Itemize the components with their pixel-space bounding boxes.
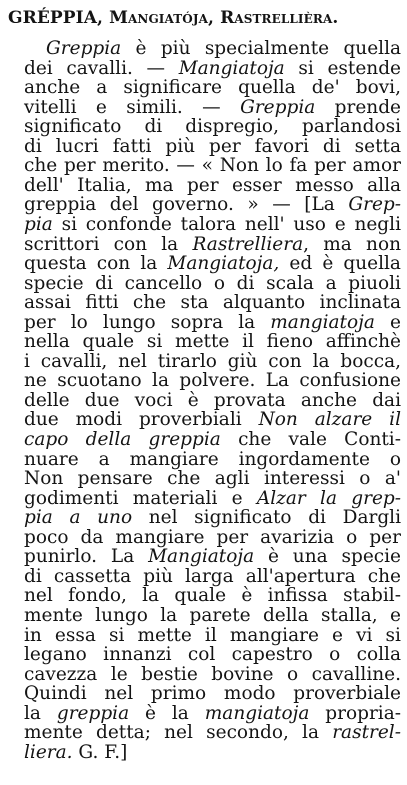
italic-segment: pia [24, 213, 53, 235]
text-segment: significato di dispregio, parlandosi [24, 116, 401, 138]
text-segment: vitelli e simili. — [24, 96, 241, 118]
text-segment: cavezza le bestie bovine o cavalline. [24, 663, 401, 685]
text-segment: la [24, 702, 57, 724]
text-segment: nel fondo, la quale è infissa stabil- [24, 585, 401, 607]
text-segment: dei cavalli. — [24, 57, 179, 79]
text-segment: Non pensare che agli interessi o a' [24, 468, 401, 490]
text-segment: ed è quella [279, 253, 401, 275]
text-segment: assai fitti che sta alquanto inclinata [24, 292, 401, 314]
italic-segment: Non alzare il [258, 409, 401, 431]
text-segment: propria- [309, 702, 402, 724]
text-segment: scrittori con la [24, 233, 193, 255]
italic-segment: Greppia [240, 96, 316, 118]
text-segment: e [374, 311, 401, 333]
italic-segment: mangiatoja [270, 311, 375, 333]
text-segment: anche a significare quella de' bovi, [24, 77, 401, 99]
italic-segment: Rastrelliera [192, 233, 304, 255]
text-segment: greppia del governo. » — [La [24, 194, 349, 216]
text-segment: è una specie [254, 546, 402, 568]
text-segment: si confonde talora nell' uso e negli [52, 213, 401, 235]
text-segment: nella quale si mette il fieno affinchè [24, 331, 402, 353]
entry-headword: GRÉPPIA, [8, 8, 104, 28]
text-segment: Quindi nel primo modo proverbiale [24, 683, 401, 705]
text-segment: due modi proverbiali [24, 409, 259, 431]
text-segment: i cavalli, nel tirarlo giù con la bocca, [24, 350, 401, 372]
italic-segment: Mangiatoja [178, 57, 285, 79]
text-segment: dell' Italia, ma per esser messo alla [24, 174, 402, 196]
text-segment: di cassetta più larga all'apertura che [24, 565, 401, 587]
text-segment: godimenti materiali e [24, 487, 257, 509]
text-segment: specie di cancello o di scala a piuoli [24, 272, 401, 294]
entry-headword-variants: Mangiatója, Rastrellièra. [109, 8, 339, 28]
italic-segment: Mangiatoja, [167, 253, 280, 275]
text-segment: mente detta; nel secondo, la [24, 722, 333, 744]
text-segment: G. F.] [72, 741, 128, 763]
text-segment: che vale Conti- [220, 429, 401, 450]
text-segment: che per merito. — « Non lo fa per amor [24, 155, 401, 177]
text-segment: questa con la [24, 253, 168, 275]
text-line [24, 742, 127, 764]
text-segment: mente lungo la parete della stalla, e [24, 604, 401, 626]
italic-segment: capo della greppia [24, 429, 221, 450]
text-segment: legano innanzi col capestro o colla [24, 644, 402, 666]
italic-segment: Mangiatoja [148, 546, 255, 568]
italic-segment: Grep- [348, 194, 402, 216]
text-segment: poco da mangiare per avarizia o per [24, 526, 401, 548]
italic-segment: greppia [56, 702, 130, 724]
italic-segment: mangiatoja [204, 702, 310, 724]
entry-heading [8, 4, 403, 32]
text-segment: nel significato di Dargli [132, 507, 402, 529]
italic-segment: liera. [24, 741, 73, 763]
text-segment: si estende [284, 57, 401, 79]
text-segment: è più specialmente quella [121, 38, 402, 59]
text-segment: delle due voci è provata anche dai [24, 389, 401, 411]
italic-segment: Alzar la grep- [256, 487, 402, 509]
italic-segment: Greppia [46, 38, 122, 59]
text-segment: nuare a mangiare ingordamente o [24, 448, 402, 470]
text-segment: punirlo. La [24, 546, 149, 568]
text-segment: ne scuotano la polvere. La confusione [24, 370, 402, 392]
italic-segment: pia a uno [24, 507, 133, 529]
text-segment: di lucri fatti più per favori di setta [24, 135, 402, 157]
text-segment: in essa si mette il mangiare e vi si [24, 624, 401, 646]
text-segment: è la [129, 702, 205, 724]
text-segment: , ma non [303, 233, 402, 255]
italic-segment: rastrel- [332, 722, 401, 744]
text-segment: per lo lungo sopra la [24, 311, 271, 333]
text-segment: prende [315, 96, 401, 118]
